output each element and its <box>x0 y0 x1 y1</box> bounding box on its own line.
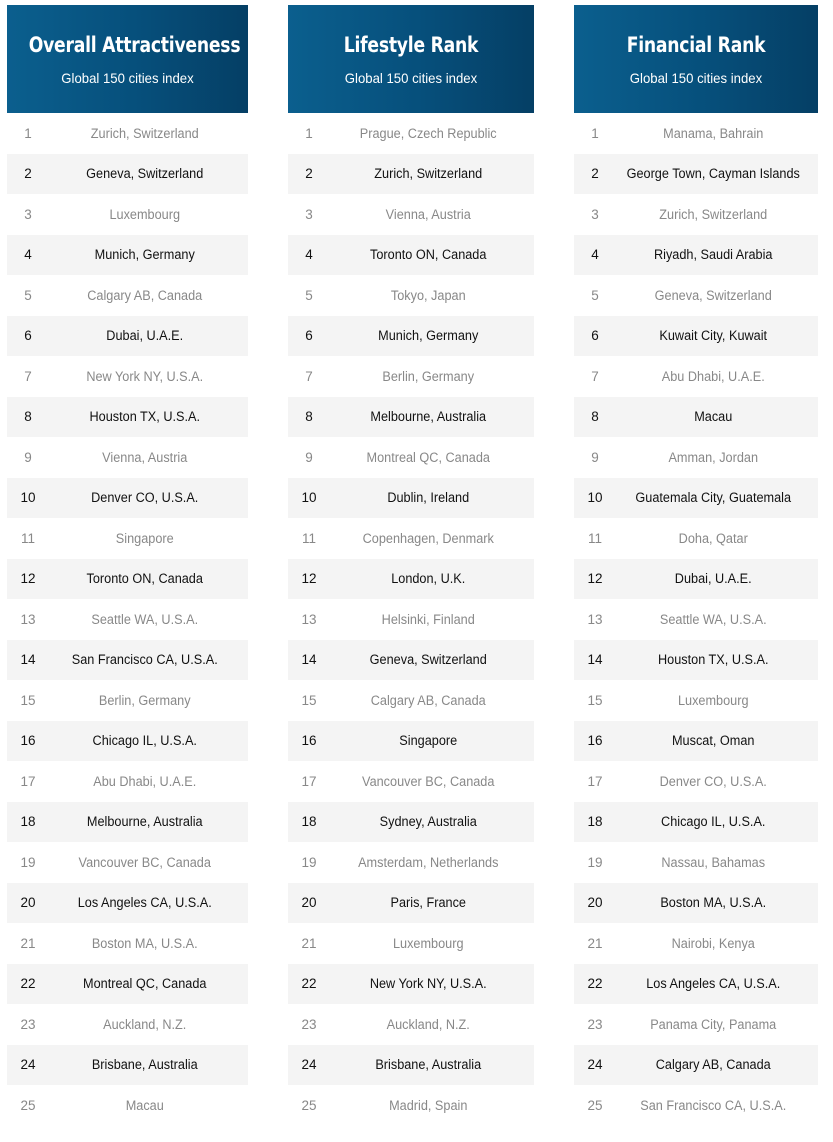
city-name: Auckland, N.Z. <box>386 1016 470 1032</box>
ranking-list <box>574 113 818 1126</box>
city-name: London, U.K. <box>391 571 466 587</box>
rank-number: 16 <box>301 733 317 749</box>
rank-number: 22 <box>301 976 317 992</box>
city-name: Luxembourg <box>677 692 749 708</box>
rank-number: 11 <box>301 530 316 546</box>
city-name: Nassau, Bahamas <box>661 854 766 870</box>
table-row <box>574 154 818 195</box>
city-name: Geneva, Switzerland <box>369 652 487 668</box>
rank-number: 23 <box>587 1016 603 1032</box>
ranking-list <box>7 113 248 1126</box>
rank-number: 10 <box>587 490 603 506</box>
table-row <box>7 599 248 640</box>
panel-subtitle: Global 150 cities index <box>344 70 478 86</box>
table-row <box>7 194 248 235</box>
city-name: Doha, Qatar <box>678 530 748 546</box>
table-row <box>574 640 818 681</box>
table-row <box>574 518 818 559</box>
city-name: Luxembourg <box>392 935 464 951</box>
table-row <box>7 437 248 478</box>
table-row <box>288 883 534 924</box>
rank-number: 4 <box>24 247 32 263</box>
rank-number: 1 <box>24 125 32 141</box>
city-name: Brisbane, Australia <box>375 1057 482 1073</box>
city-name: Denver CO, U.S.A. <box>91 490 199 506</box>
rank-number: 16 <box>587 733 603 749</box>
city-name: Dubai, U.A.E. <box>674 571 752 587</box>
table-row <box>7 397 248 438</box>
table-row <box>574 761 818 802</box>
table-row <box>574 721 818 762</box>
city-name: Kuwait City, Kuwait <box>659 328 768 344</box>
table-row <box>7 275 248 316</box>
rank-number: 21 <box>587 935 603 951</box>
city-name: Amman, Jordan <box>668 449 759 465</box>
city-name: Guatemala City, Guatemala <box>635 490 792 506</box>
financial-rank-panel <box>574 5 818 1126</box>
city-name: Singapore <box>399 733 458 749</box>
table-row <box>288 599 534 640</box>
city-name: Muscat, Oman <box>671 733 755 749</box>
table-row <box>288 680 534 721</box>
city-name: Brisbane, Australia <box>91 1057 198 1073</box>
city-name: Zurich, Switzerland <box>90 125 199 141</box>
rank-number: 23 <box>20 1016 36 1032</box>
city-name: Copenhagen, Denmark <box>362 530 494 546</box>
rank-number: 8 <box>591 409 599 425</box>
city-name: Macau <box>694 409 733 425</box>
rank-number: 6 <box>24 328 32 344</box>
table-row <box>7 478 248 519</box>
panel-subtitle: Global 150 cities index <box>61 70 194 86</box>
rank-number: 14 <box>20 652 36 668</box>
city-name: Seattle WA, U.S.A. <box>91 611 199 627</box>
table-row <box>288 721 534 762</box>
rank-number: 14 <box>587 652 603 668</box>
rank-number: 23 <box>301 1016 317 1032</box>
rank-number: 9 <box>24 449 32 465</box>
table-row <box>7 842 248 883</box>
city-name: Calgary AB, Canada <box>370 692 486 708</box>
table-row <box>288 154 534 195</box>
city-name: Los Angeles CA, U.S.A. <box>77 895 212 911</box>
table-row <box>288 478 534 519</box>
table-row <box>7 761 248 802</box>
table-row <box>574 599 818 640</box>
city-name: Sydney, Australia <box>379 814 477 830</box>
rank-number: 8 <box>305 409 313 425</box>
city-name: Toronto ON, Canada <box>370 247 487 263</box>
rank-number: 1 <box>591 125 599 141</box>
table-row <box>288 761 534 802</box>
table-row <box>288 842 534 883</box>
rank-number: 9 <box>305 449 313 465</box>
table-row <box>288 1085 534 1126</box>
rank-number: 24 <box>20 1057 36 1073</box>
table-row <box>574 437 818 478</box>
table-row <box>288 640 534 681</box>
table-row <box>574 478 818 519</box>
table-row <box>288 559 534 600</box>
rank-number: 21 <box>301 935 317 951</box>
table-row <box>7 964 248 1005</box>
table-row <box>288 518 534 559</box>
city-name: Madrid, Spain <box>389 1097 468 1113</box>
rank-number: 18 <box>20 814 36 830</box>
panel-title: Overall Attractiveness <box>28 33 241 57</box>
rank-number: 17 <box>301 773 317 789</box>
table-row <box>288 1045 534 1086</box>
rank-number: 6 <box>591 328 599 344</box>
table-row <box>7 113 248 154</box>
rank-number: 3 <box>305 206 313 222</box>
city-name: Zurich, Switzerland <box>374 166 483 182</box>
table-row <box>7 721 248 762</box>
rank-number: 2 <box>591 166 599 182</box>
ranking-list <box>288 113 534 1126</box>
table-row <box>7 154 248 195</box>
panel-header <box>574 5 818 113</box>
rank-number: 7 <box>24 368 32 384</box>
table-row <box>7 1085 248 1126</box>
table-row <box>288 194 534 235</box>
city-name: Houston TX, U.S.A. <box>89 409 200 425</box>
table-row <box>288 275 534 316</box>
city-name: George Town, Cayman Islands <box>626 166 800 182</box>
rank-number: 22 <box>587 976 603 992</box>
city-name: San Francisco CA, U.S.A. <box>71 652 218 668</box>
city-name: Zurich, Switzerland <box>659 206 768 222</box>
city-name: Amsterdam, Netherlands <box>358 854 499 870</box>
city-name: San Francisco CA, U.S.A. <box>640 1097 787 1113</box>
panel-header <box>288 5 534 113</box>
rank-number: 15 <box>301 692 317 708</box>
city-name: Dubai, U.A.E. <box>106 328 184 344</box>
rank-number: 4 <box>305 247 313 263</box>
rank-number: 17 <box>587 773 603 789</box>
city-name: Abu Dhabi, U.A.E. <box>93 773 197 789</box>
rank-number: 19 <box>587 854 603 870</box>
table-row <box>7 559 248 600</box>
rank-number: 2 <box>305 166 313 182</box>
rank-number: 12 <box>587 571 603 587</box>
table-row <box>574 1004 818 1045</box>
table-row <box>574 194 818 235</box>
rank-number: 19 <box>20 854 36 870</box>
rank-number: 17 <box>20 773 36 789</box>
rank-number: 5 <box>24 287 32 303</box>
rank-number: 3 <box>591 206 599 222</box>
table-row <box>288 437 534 478</box>
city-name: Montreal QC, Canada <box>83 976 207 992</box>
city-name: Denver CO, U.S.A. <box>659 773 767 789</box>
table-row <box>574 842 818 883</box>
rank-number: 18 <box>587 814 603 830</box>
table-row <box>7 1004 248 1045</box>
city-name: Montreal QC, Canada <box>366 449 490 465</box>
table-row <box>288 397 534 438</box>
rank-number: 12 <box>301 571 317 587</box>
city-name: Dublin, Ireland <box>387 490 470 506</box>
city-name: Geneva, Switzerland <box>654 287 772 303</box>
table-row <box>574 275 818 316</box>
city-name: Toronto ON, Canada <box>86 571 203 587</box>
table-row <box>288 235 534 276</box>
table-row <box>574 559 818 600</box>
city-name: Vienna, Austria <box>102 449 188 465</box>
city-name: Berlin, Germany <box>382 368 475 384</box>
city-name: Paris, France <box>390 895 466 911</box>
table-row <box>288 1004 534 1045</box>
city-name: Chicago IL, U.S.A. <box>661 814 766 830</box>
table-row <box>288 964 534 1005</box>
city-name: Tokyo, Japan <box>390 287 466 303</box>
table-row <box>574 235 818 276</box>
table-row <box>574 802 818 843</box>
rank-number: 22 <box>20 976 36 992</box>
rank-number: 20 <box>301 895 317 911</box>
rank-number: 13 <box>20 611 36 627</box>
rank-number: 9 <box>591 449 599 465</box>
city-name: Helsinki, Finland <box>381 611 475 627</box>
city-name: Macau <box>125 1097 164 1113</box>
table-row <box>574 113 818 154</box>
rank-number: 1 <box>305 125 313 141</box>
rank-number: 20 <box>20 895 36 911</box>
city-name: Singapore <box>115 530 174 546</box>
city-name: Melbourne, Australia <box>370 409 487 425</box>
rank-number: 24 <box>301 1057 317 1073</box>
table-row <box>288 356 534 397</box>
city-name: Panama City, Panama <box>650 1016 777 1032</box>
city-name: Calgary AB, Canada <box>87 287 203 303</box>
table-row <box>7 883 248 924</box>
table-row <box>7 802 248 843</box>
rank-number: 7 <box>305 368 313 384</box>
rank-number: 15 <box>20 692 36 708</box>
table-row <box>574 316 818 357</box>
rank-number: 19 <box>301 854 317 870</box>
table-row <box>574 1085 818 1126</box>
city-name: Luxembourg <box>109 206 181 222</box>
table-row <box>7 316 248 357</box>
rank-number: 11 <box>587 530 602 546</box>
rank-number: 14 <box>301 652 317 668</box>
rank-number: 8 <box>24 409 32 425</box>
rank-number: 25 <box>301 1097 317 1113</box>
city-name: Los Angeles CA, U.S.A. <box>646 976 781 992</box>
table-row <box>288 113 534 154</box>
table-row <box>288 923 534 964</box>
rank-number: 13 <box>301 611 317 627</box>
table-row <box>574 923 818 964</box>
city-name: Manama, Bahrain <box>663 125 764 141</box>
city-name: Calgary AB, Canada <box>655 1057 771 1073</box>
rank-number: 10 <box>301 490 317 506</box>
table-row <box>288 316 534 357</box>
panel-subtitle: Global 150 cities index <box>629 70 763 86</box>
rank-number: 25 <box>587 1097 603 1113</box>
rank-number: 25 <box>20 1097 36 1113</box>
city-name: Abu Dhabi, U.A.E. <box>661 368 765 384</box>
rank-number: 15 <box>587 692 603 708</box>
city-name: Vancouver BC, Canada <box>78 854 211 870</box>
rank-number: 18 <box>301 814 317 830</box>
table-row <box>7 923 248 964</box>
rank-number: 12 <box>20 571 36 587</box>
panel-header <box>7 5 248 113</box>
table-row <box>7 680 248 721</box>
city-name: Boston MA, U.S.A. <box>91 935 198 951</box>
city-name: New York NY, U.S.A. <box>86 368 204 384</box>
city-name: Melbourne, Australia <box>86 814 203 830</box>
rank-number: 3 <box>24 206 32 222</box>
table-row <box>574 680 818 721</box>
city-name: Vancouver BC, Canada <box>362 773 495 789</box>
city-name: Auckland, N.Z. <box>103 1016 187 1032</box>
rank-number: 5 <box>305 287 313 303</box>
panel-title: Financial Rank <box>626 33 766 57</box>
table-row <box>574 356 818 397</box>
city-name: Geneva, Switzerland <box>86 166 204 182</box>
panel-title: Lifestyle Rank <box>343 33 479 57</box>
table-row <box>288 802 534 843</box>
rank-number: 21 <box>20 935 36 951</box>
rank-number: 13 <box>587 611 603 627</box>
table-row <box>7 1045 248 1086</box>
city-name: Houston TX, U.S.A. <box>657 652 769 668</box>
city-name: Prague, Czech Republic <box>359 125 497 141</box>
table-row <box>574 1045 818 1086</box>
table-row <box>574 397 818 438</box>
city-name: Munich, Germany <box>94 247 195 263</box>
city-name: New York NY, U.S.A. <box>369 976 487 992</box>
rank-number: 11 <box>20 530 35 546</box>
rank-number: 24 <box>587 1057 603 1073</box>
rank-number: 2 <box>24 166 32 182</box>
lifestyle-rank-panel <box>288 5 534 1126</box>
rank-number: 5 <box>591 287 599 303</box>
city-name: Vienna, Austria <box>385 206 471 222</box>
rank-number: 7 <box>591 368 599 384</box>
rank-number: 10 <box>20 490 36 506</box>
city-name: Riyadh, Saudi Arabia <box>653 247 773 263</box>
city-name: Nairobi, Kenya <box>671 935 755 951</box>
table-row <box>7 640 248 681</box>
table-row <box>7 356 248 397</box>
rank-number: 20 <box>587 895 603 911</box>
city-name: Munich, Germany <box>378 328 479 344</box>
table-row <box>7 518 248 559</box>
city-name: Boston MA, U.S.A. <box>660 895 767 911</box>
city-name: Seattle WA, U.S.A. <box>659 611 767 627</box>
rank-number: 4 <box>591 247 599 263</box>
table-row <box>574 964 818 1005</box>
overall-attractiveness-panel <box>7 5 248 1126</box>
rank-number: 16 <box>20 733 36 749</box>
table-row <box>574 883 818 924</box>
city-name: Berlin, Germany <box>98 692 191 708</box>
table-row <box>7 235 248 276</box>
city-name: Chicago IL, U.S.A. <box>92 733 197 749</box>
rank-number: 6 <box>305 328 313 344</box>
